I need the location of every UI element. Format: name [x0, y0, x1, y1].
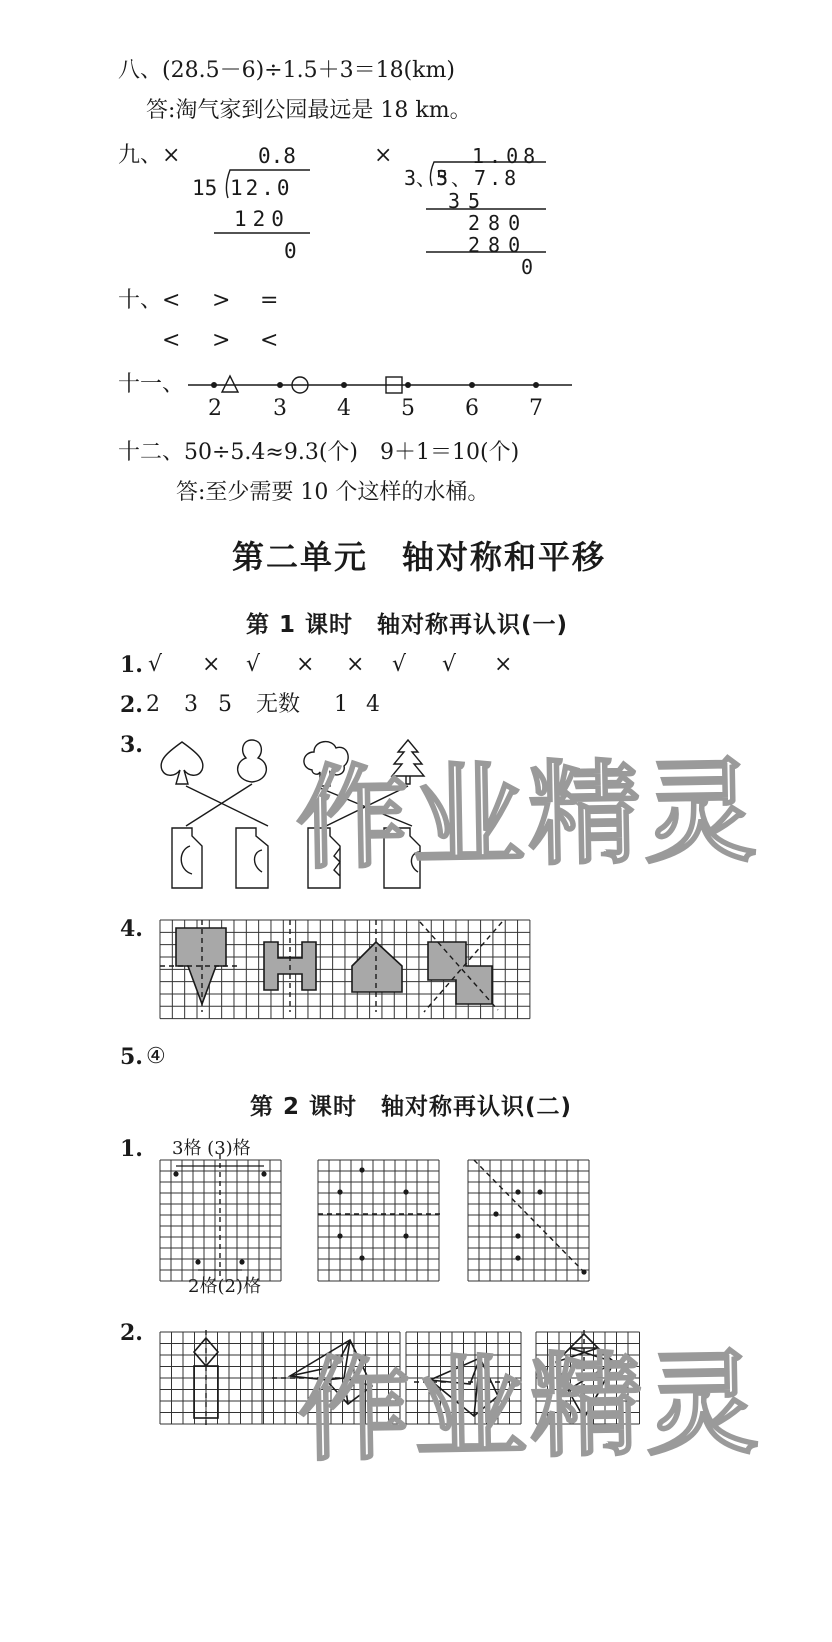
s9-label: 九、× [118, 143, 181, 168]
s11-label: 十一、 [118, 372, 185, 397]
s8-equation: 八、(28.5－6)÷1.5＋3＝18(km) [118, 58, 455, 83]
l2-q1-number: 1. [120, 1136, 143, 1162]
s9-mark2: × [374, 143, 393, 168]
l1-q1-mark-6: √ [392, 652, 407, 677]
lesson1-title: 第 1 课时 轴对称再认识(一) [246, 612, 569, 638]
s9-d2-step3: 280 [468, 233, 529, 257]
s12-equation: 十二、50÷5.4≈9.3(个) 9＋1＝10(个) [118, 440, 520, 465]
s12-answer: 答:至少需要 10 个这样的水桶。 [176, 480, 490, 505]
s9-d2-step1: 35 [448, 189, 489, 213]
l1-q3-number: 3. [120, 732, 143, 758]
s11-tick-4: 4 [337, 396, 351, 421]
s11-tick-6: 6 [465, 396, 479, 421]
s10-r2-b: > [212, 328, 231, 353]
s8-answer: 答:淘气家到公园最远是 18 km。 [146, 98, 472, 123]
s11-tick-2: 2 [208, 396, 222, 421]
l1-q5-answer: ④ [146, 1044, 166, 1069]
s9-d1-step1: 120 [234, 207, 290, 231]
l1-q1-mark-5: × [346, 652, 365, 677]
s9-d1-dividend: 12.0 [230, 176, 293, 200]
l1-q2-v2: 3 [184, 692, 198, 717]
s9-d2-quotient: 1.08 [472, 144, 541, 168]
l1-q5-number: 5. [120, 1044, 143, 1070]
s9-d2-remainder: 0 [521, 255, 534, 279]
watermark-bottom: 作业精灵 [297, 1338, 764, 1478]
unit-title: 第二单元 轴对称和平移 [232, 538, 607, 576]
l1-q2-v1: 2 [146, 692, 160, 717]
l2-q1-top-label: 3格 (3)格 [172, 1138, 251, 1159]
s10-r1-a: < [162, 288, 181, 313]
s11-tick-3: 3 [273, 396, 287, 421]
s9-d1-divisor: 15 [192, 176, 218, 200]
s9-d2-step2: 280 [468, 211, 529, 235]
s10-r2-a: < [162, 328, 181, 353]
s9-d1-quotient: 0.8 [258, 144, 296, 168]
l1-q2-v4: 无数 [256, 692, 301, 717]
l1-q2-v3: 5 [218, 692, 232, 717]
l1-q1-mark-3: √ [246, 652, 261, 677]
l1-q1-mark-4: × [296, 652, 315, 677]
l1-q1-mark-2: × [202, 652, 221, 677]
l2-q2-number: 2. [120, 1320, 143, 1346]
l1-q1-mark-8: × [494, 652, 513, 677]
l1-q1-number: 1. [120, 652, 143, 678]
lesson2-title: 第 2 课时 轴对称再认识(二) [250, 1094, 573, 1120]
l1-q1-mark-1: √ [148, 652, 163, 677]
s11-tick-5: 5 [401, 396, 415, 421]
s9-d1-remainder: 0 [284, 239, 297, 263]
s9-d2-dividend: 3、7.8 [436, 166, 520, 190]
l1-q2-v6: 4 [366, 692, 380, 717]
l1-q4-number: 4. [120, 916, 143, 942]
s10-r2-c: < [260, 328, 279, 353]
s11-tick-7: 7 [529, 396, 543, 421]
s10-label: 十、 [118, 288, 163, 313]
s9-d2-divisor: 3、5 [404, 166, 449, 190]
s10-r1-b: > [212, 288, 231, 313]
l2-q1-bottom-label: 2格(2)格 [188, 1276, 261, 1297]
l1-q1-mark-7: √ [442, 652, 457, 677]
l1-q2-number: 2. [120, 692, 143, 718]
s10-r1-c: = [260, 288, 279, 313]
l1-q2-v5: 1 [334, 692, 348, 717]
watermark-top: 作业精灵 [295, 746, 762, 886]
